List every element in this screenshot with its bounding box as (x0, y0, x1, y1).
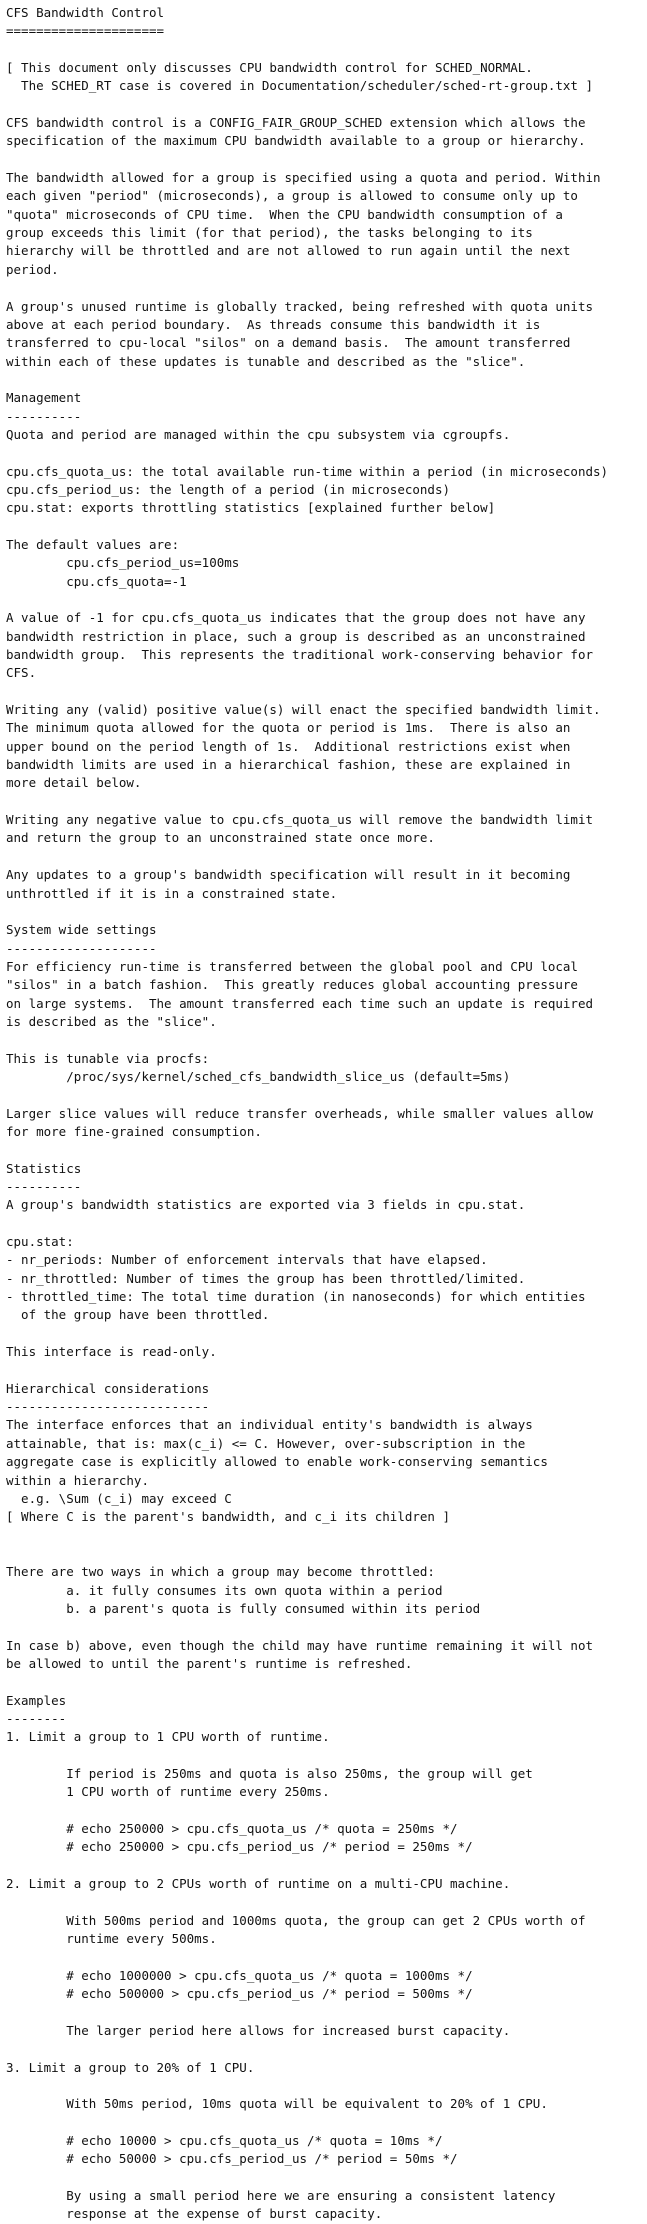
document-line: cpu.stat: (6, 1234, 74, 1250)
document-line: # echo 50000 > cpu.cfs_period_us /* period = 50ms */ (6, 2151, 458, 2167)
document-line: Statistics (6, 1160, 82, 1176)
document-line: "silos" in a batch fashion. This greatly reduces global accounting pressure (6, 977, 578, 993)
document-line: of the group have been throttled. (6, 1307, 270, 1323)
document-line: cpu.cfs_quota=-1 (6, 573, 187, 589)
document-line: 1. Limit a group to 1 CPU worth of runtime. (6, 1729, 330, 1745)
document-line: 1 CPU worth of runtime every 250ms. (6, 1784, 330, 1800)
document-line: hierarchy will be throttled and are not allowed to run again until the next (6, 243, 571, 259)
document-line: group exceeds this limit (for that period), the tasks belonging to its (6, 225, 533, 241)
document-line: Examples (6, 1692, 67, 1708)
document-line: There are two ways in which a group may become throttled: (6, 1564, 435, 1580)
document-line: System wide settings (6, 922, 157, 938)
document-line: and return the group to an unconstrained state once more. (6, 830, 435, 846)
document-line: for more fine-grained consumption. (6, 1123, 262, 1139)
document-line: With 500ms period and 1000ms quota, the group can get 2 CPUs worth of (6, 1912, 586, 1928)
document-line: e.g. \Sum (c_i) may exceed C (6, 1490, 232, 1506)
document-line: Quota and period are managed within the cpu subsystem via cgroupfs. (6, 426, 511, 442)
document-line: bandwidth restriction in place, such a group is described as an unconstrained (6, 628, 586, 644)
document-line: -------- (6, 1710, 67, 1726)
document-line: aggregate case is explicitly allowed to enable work-conserving semantics (6, 1454, 548, 1470)
document-line: CFS Bandwidth Control (6, 5, 165, 20)
document-line: - nr_periods: Number of enforcement intervals that have elapsed. (6, 1252, 488, 1268)
document-line: unthrottled if it is in a constrained state. (6, 885, 338, 901)
document-line: b. a parent's quota is fully consumed within its period (6, 1600, 481, 1616)
document-line: within a hierarchy. (6, 1472, 149, 1488)
document-line: above at each period boundary. As threads consume this bandwidth it is (6, 316, 541, 332)
document-line: 3. Limit a group to 20% of 1 CPU. (6, 2059, 255, 2075)
document-line: # echo 1000000 > cpu.cfs_quota_us /* quota = 1000ms */ (6, 1967, 473, 1983)
document-line: be allowed to until the parent's runtime is refreshed. (6, 1655, 413, 1671)
document-line: The bandwidth allowed for a group is specified using a quota and period. Within (6, 170, 601, 186)
document-line: In case b) above, even though the child may have runtime remaining it will not (6, 1637, 593, 1653)
document-line: Management (6, 390, 82, 406)
document-line: runtime every 500ms. (6, 1931, 217, 1947)
document-line: The interface enforces that an individual entity's bandwidth is always (6, 1417, 533, 1433)
document-line: A group's unused runtime is globally tracked, being refreshed with quota units (6, 298, 593, 314)
document-line: If period is 250ms and quota is also 250ms, the group will get (6, 1766, 533, 1781)
document-line: # echo 500000 > cpu.cfs_period_us /* period = 500ms */ (6, 1986, 473, 2002)
document-line: response at the expense of burst capacity. (6, 2206, 383, 2222)
document-line: Hierarchical considerations (6, 1380, 210, 1396)
document-line: is described as the "slice". (6, 1013, 217, 1029)
document-line: [ This document only discusses CPU bandwidth control for SCHED_NORMAL. (6, 60, 533, 76)
document-line: within each of these updates is tunable and described as the "slice". (6, 353, 526, 369)
document-line: Any updates to a group's bandwidth specification will result in it becoming (6, 867, 571, 883)
document-line: specification of the maximum CPU bandwidth available to a group or hierarchy. (6, 133, 586, 149)
document-line: The SCHED_RT case is covered in Documentation/scheduler/sched-rt-group.txt ] (6, 78, 593, 94)
document-line: 2. Limit a group to 2 CPUs worth of runtime on a multi-CPU machine. (6, 1876, 511, 1892)
document-line: This interface is read-only. (6, 1344, 217, 1360)
document-line: transferred to cpu-local "silos" on a demand basis. The amount transferred (6, 335, 571, 351)
document-line: period. (6, 261, 59, 277)
document-line: - throttled_time: The total time duration (in nanoseconds) for which entities (6, 1289, 586, 1305)
document-line: ---------- (6, 408, 82, 424)
document-line: attainable, that is: max(c_i) <= C. However, over-subscription in the (6, 1435, 526, 1451)
document-line: each given "period" (microseconds), a group is allowed to consume only up to (6, 188, 578, 204)
document-line: cpu.cfs_quota_us: the total available run-time within a period (in microseconds) (6, 463, 609, 479)
document-line: Writing any (valid) positive value(s) will enact the specified bandwidth limit. (6, 702, 601, 718)
document-line: Larger slice values will reduce transfer overheads, while smaller values allow (6, 1105, 593, 1121)
document-line: /proc/sys/kernel/sched_cfs_bandwidth_slice_us (default=5ms) (6, 1068, 511, 1084)
document-line: The minimum quota allowed for the quota or period is 1ms. There is also an (6, 720, 571, 736)
document-line: cpu.cfs_period_us: the length of a period (in microseconds) (6, 481, 451, 497)
document-line: bandwidth group. This represents the traditional work-conserving behavior for (6, 647, 593, 663)
document-line: Writing any negative value to cpu.cfs_quota_us will remove the bandwidth limit (6, 812, 593, 828)
document-line: [ Where C is the parent's bandwidth, and c_i its children ] (6, 1509, 451, 1525)
document-line: For efficiency run-time is transferred between the global pool and CPU local (6, 958, 578, 974)
document-line: - nr_throttled: Number of times the group has been throttled/limited. (6, 1270, 526, 1286)
document-line: cpu.stat: exports throttling statistics [explained further below] (6, 500, 496, 516)
document-line: -------------------- (6, 940, 157, 956)
document-line: a. it fully consumes its own quota within a period (6, 1582, 443, 1598)
document-line: on large systems. The amount transferred each time such an update is required (6, 995, 593, 1011)
document-line: A group's bandwidth statistics are exported via 3 fields in cpu.stat. (6, 1197, 526, 1213)
document-line: A value of -1 for cpu.cfs_quota_us indicates that the group does not have any (6, 610, 586, 626)
document-line: # echo 250000 > cpu.cfs_period_us /* period = 250ms */ (6, 1839, 473, 1855)
document-line: # echo 250000 > cpu.cfs_quota_us /* quota = 250ms */ (6, 1821, 458, 1837)
document-line: The larger period here allows for increased burst capacity. (6, 2022, 511, 2038)
document-line: By using a small period here we are ensuring a consistent latency (6, 2187, 556, 2203)
document-line: CFS. (6, 665, 37, 681)
document-line: cpu.cfs_period_us=100ms (6, 555, 240, 571)
document-line: ===================== (6, 23, 165, 39)
document-line: ---------- (6, 1179, 82, 1194)
document-line: This is tunable via procfs: (6, 1050, 210, 1066)
document-line: more detail below. (6, 775, 142, 791)
document-line: CFS bandwidth control is a CONFIG_FAIR_GROUP_SCHED extension which allows the (6, 115, 586, 131)
document-line: --------------------------- (6, 1399, 210, 1415)
document-line: bandwidth limits are used in a hierarchical fashion, these are explained in (6, 757, 571, 773)
document-line: upper bound on the period length of 1s. Additional restrictions exist when (6, 738, 571, 754)
document-line: # echo 10000 > cpu.cfs_quota_us /* quota = 10ms */ (6, 2132, 443, 2148)
document-line: The default values are: (6, 536, 180, 552)
document-line: "quota" microseconds of CPU time. When the CPU bandwidth consumption of a (6, 206, 563, 222)
document-line: With 50ms period, 10ms quota will be equivalent to 20% of 1 CPU. (6, 2096, 548, 2112)
